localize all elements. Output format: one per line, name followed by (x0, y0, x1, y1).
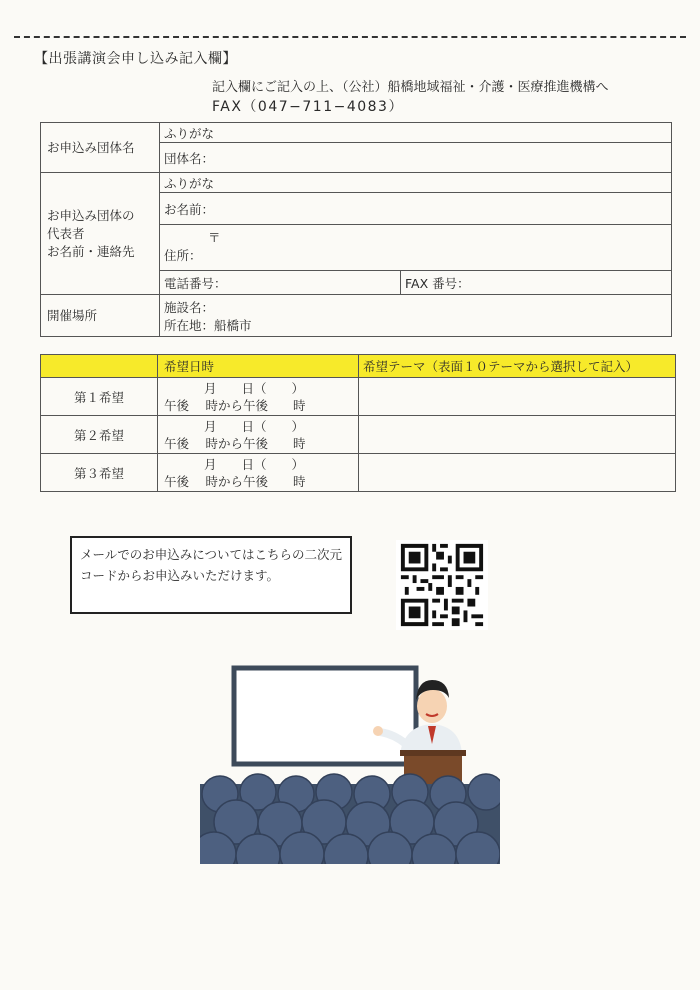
rep-furigana-field[interactable]: ふりがな (160, 173, 672, 193)
time-line: 午後 時から午後 時 (164, 473, 306, 489)
address-field[interactable] (160, 225, 672, 271)
time-line: 午後 時から午後 時 (164, 397, 306, 413)
email-notice-box: メールでのお申込みについてはこちらの二次元コードからお申込みいただけます。 (70, 536, 352, 614)
fax-field[interactable]: FAX 番号： (401, 271, 672, 295)
postal-mark: 〒 (208, 229, 221, 245)
col-theme-header: 希望テーマ（表面１０テーマから選択して記入） (359, 355, 676, 378)
org-furigana-field[interactable]: ふりがな (160, 123, 672, 143)
org-name-field[interactable]: 団体名： (160, 143, 672, 173)
section-title: 【出張講演会申し込み記入欄】 (34, 51, 237, 67)
qr-code-icon[interactable] (396, 540, 488, 630)
org-label: お申込み団体名 (41, 123, 160, 173)
rep-name-field[interactable]: お名前： (160, 193, 672, 225)
theme-field[interactable] (359, 454, 676, 492)
lecture-illustration-icon (200, 664, 500, 864)
date-field[interactable] (158, 454, 359, 492)
instruction-text: 記入欄にご記入の上、（公社）船橋地域福祉・介護・医療推進機構へ (212, 80, 609, 95)
rank-label: 第１希望 (41, 378, 158, 416)
venue-field[interactable] (160, 295, 672, 337)
date-field[interactable] (158, 378, 359, 416)
address-label: 住所： (164, 247, 202, 263)
rep-label-line1: お申込み団体の (47, 207, 135, 223)
contact-form-table (40, 122, 672, 337)
time-line: 午後 時から午後 時 (164, 435, 306, 451)
rep-label-line3: お名前・連絡先 (47, 243, 135, 259)
location-label: 所在地：船橋市 (164, 317, 252, 333)
cut-line (14, 36, 686, 38)
facility-label: 施設名： (164, 299, 215, 315)
rank-label: 第３希望 (41, 454, 158, 492)
date-line: 月 日（ ） (204, 380, 305, 396)
venue-label: 開催場所 (41, 295, 160, 337)
theme-field[interactable] (359, 378, 676, 416)
phone-field[interactable]: 電話番号： (160, 271, 401, 295)
date-line: 月 日（ ） (204, 418, 305, 434)
rank-label: 第２希望 (41, 416, 158, 454)
date-field[interactable] (158, 416, 359, 454)
fax-number: FAX（047−711−4083） (212, 99, 404, 115)
schedule-corner (41, 355, 158, 378)
date-line: 月 日（ ） (204, 456, 305, 472)
col-date-header: 希望日時 (158, 355, 359, 378)
schedule-table (40, 354, 676, 492)
rep-label-line2: 代表者 (47, 225, 85, 241)
theme-field[interactable] (359, 416, 676, 454)
rep-label (41, 173, 160, 295)
